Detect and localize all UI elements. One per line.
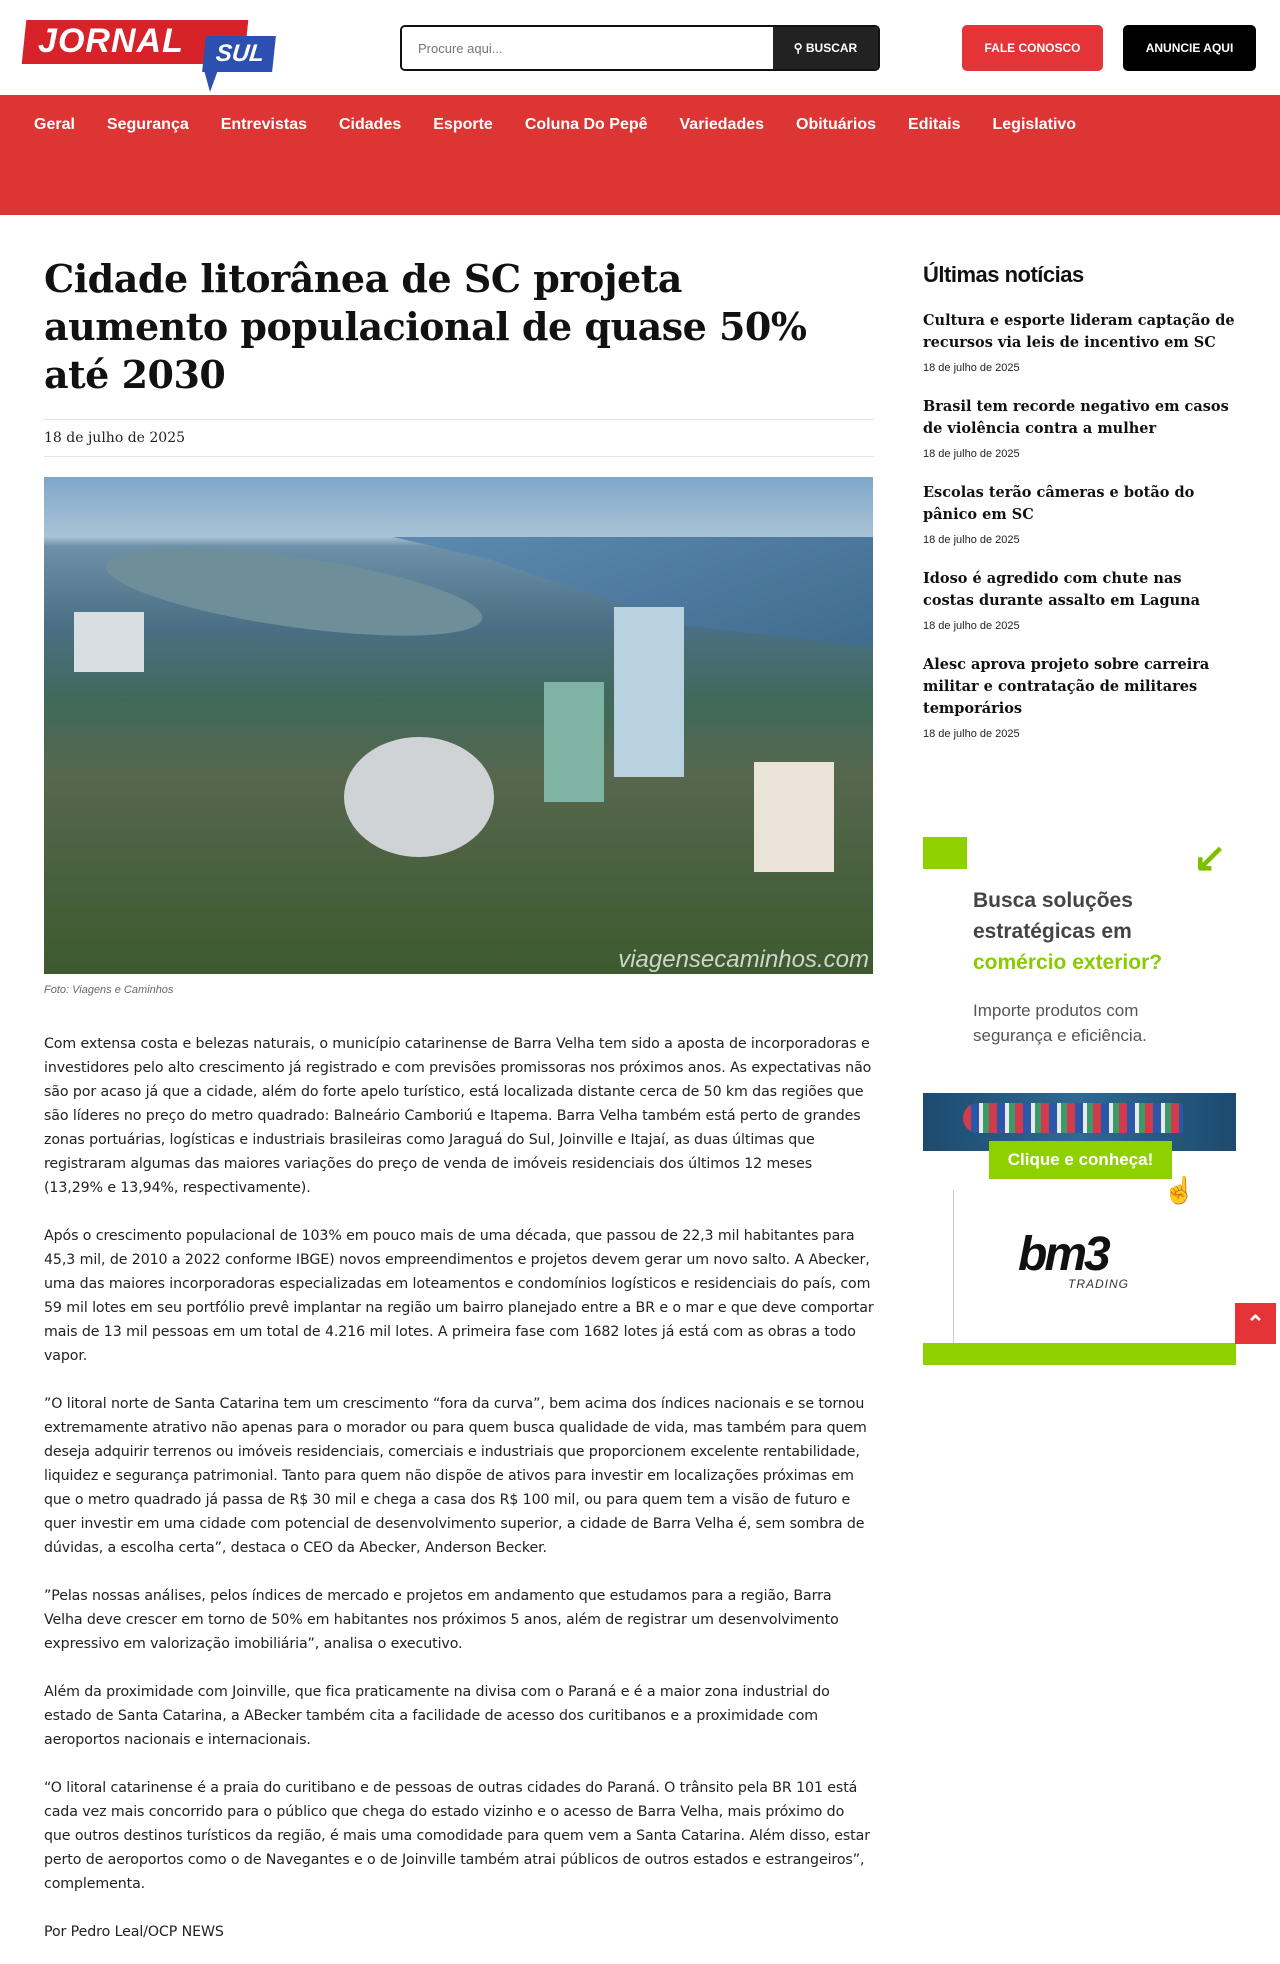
article-image	[44, 477, 873, 974]
nav-editais[interactable]: Editais	[908, 116, 961, 133]
ad-cta-button[interactable]: Clique e conheça!	[989, 1141, 1172, 1179]
nav-cidades[interactable]: Cidades	[339, 116, 402, 133]
chevron-up-icon: ⌃	[1246, 1310, 1265, 1336]
nav-obituarios[interactable]: Obituários	[796, 116, 877, 133]
news-title[interactable]: Alesc aprova projeto sobre carreira militar e contratação de militares temporários	[923, 656, 1210, 717]
paragraph: Após o crescimento populacional de 103% em pouco mais de uma década, que passou de 22,3 mil habitantes para 45,3 mil, de 2010 a 2022 conforme IBGE) novos empreendimentos e projetos devem gerar um novo salto. A Abecker, uma das maiores incorporadoras especializadas em loteamentos e condomínios logísticos e residenciais do país, com 59 mil lotes em seu portfólio prevê implantar na região um bairro planejado entre a BR e o mar e que deve comportar mais de 13 mil pessoas em um total de 4.216 mil lotes. A primeira fase com 1682 lotes já está com as obras a todo vapor.	[44, 1228, 874, 1364]
search-button-label: BUSCAR	[805, 41, 858, 55]
site-logo[interactable]	[24, 20, 274, 76]
news-title[interactable]: Escolas terão câmeras e botão do pânico em SC	[923, 484, 1195, 523]
search-input[interactable]	[402, 27, 773, 69]
site-header	[0, 0, 1280, 95]
search-form	[400, 25, 880, 71]
article-date: 18 de julho de 2025	[44, 419, 874, 457]
news-item[interactable]	[923, 310, 1236, 374]
nav-coluna-do-pepe[interactable]: Coluna Do Pepê	[524, 116, 648, 133]
search-icon: ⚲	[793, 41, 803, 55]
news-item[interactable]	[923, 482, 1236, 546]
paragraph: “O litoral catarinense é a praia do curitibano e de pessoas de outras cidades do Paraná. O trânsito pela BR 101 está cada vez mais concorrido para o público que chega do estado vizinho e o acesso de Barra Velha, mais próximo do que outros destinos turísticos da região, é mais uma comodidade para quem vem a Santa Catarina. Além disso, estar perto de aeroportos como o de Navegantes e o de Joinville também atrai públicos de outros estados e estrangeiros”, complementa.	[44, 1780, 870, 1892]
advertise-button[interactable]: ANUNCIE AQUI	[1123, 25, 1256, 71]
logo-subtext: SUL	[214, 40, 266, 67]
image-watermark: viagensecaminhos.com	[618, 946, 869, 973]
paragraph: ”Pelas nossas análises, pelos índices de mercado e projetos em andamento que estudamos para a região, Barra Velha deve crescer em torno de 50% em habitantes nos próximos 5 anos, além de registrar um desenvolvimento expressivo em valorização imobiliária”, analisa o executivo.	[44, 1588, 839, 1652]
news-item[interactable]	[923, 654, 1236, 740]
decor-bar	[923, 1343, 1236, 1365]
image-caption: Foto: Viagens e Caminhos	[44, 984, 174, 996]
latest-news	[923, 262, 1236, 762]
nav-esporte[interactable]: Esporte	[433, 116, 493, 133]
paragraph: Com extensa costa e belezas naturais, o município catarinense de Barra Velha tem sido a aposta de incorporadoras e investidores pelo alto crescimento já registrado e com previsões promissoras nos próximos anos. As expectativas não são por acaso já que a cidade, além do forte apelo turístico, está localizada distante cerca de 50 km das regiões que são líderes no preço do metro quadrado: Balneário Camboriú e Itapema. Barra Velha também está perto de grandes zonas portuárias, logísticas e industriais brasileiras como Jaraguá do Sul, Joinville e Itajaí, as duas últimas que registraram algumas das maiores variações do preço de venda de imóveis residenciais dos últimos 12 meses (13,29% e 13,94%, respectivamente).	[44, 1036, 872, 1196]
logo-text: JORNAL	[38, 22, 184, 60]
news-title[interactable]: Brasil tem recorde negativo em casos de violência contra a mulher	[923, 398, 1229, 437]
news-date: 18 de julho de 2025	[923, 620, 1020, 632]
main-nav	[0, 95, 1280, 215]
bm3-ad-banner[interactable]	[923, 835, 1236, 1365]
news-date: 18 de julho de 2025	[923, 448, 1020, 460]
news-item[interactable]	[923, 568, 1236, 632]
news-title[interactable]: Cultura e esporte lideram captação de recursos via leis de incentivo em SC	[923, 312, 1235, 351]
bm3-logo: bm3	[1018, 1228, 1108, 1281]
news-item[interactable]	[923, 396, 1236, 460]
nav-geral[interactable]: Geral	[34, 116, 75, 133]
paragraph: Além da proximidade com Joinville, que fica praticamente na divisa com o Paraná e é a maior zona industrial do estado de Santa Catarina, a ABecker também cita a facilidade de acesso dos curitibanos e a proximidade com aeroportos nacionais e internacionais.	[44, 1684, 830, 1748]
news-title[interactable]: Idoso é agredido com chute nas costas durante assalto em Laguna	[923, 570, 1201, 609]
arrow-down-left-icon: ↙	[1193, 836, 1227, 880]
decor-square	[923, 837, 967, 869]
news-date: 18 de julho de 2025	[923, 362, 1020, 374]
nav-legislativo[interactable]: Legislativo	[992, 116, 1077, 133]
nav-variedades[interactable]: Variedades	[679, 116, 765, 133]
article-title: Cidade litorânea de SC projeta aumento populacional de quase 50% até 2030	[44, 256, 807, 397]
nav-entrevistas[interactable]: Entrevistas	[220, 116, 307, 133]
hand-pointer-icon: ☝	[1163, 1175, 1196, 1205]
paragraph: ”O litoral norte de Santa Catarina tem um crescimento “fora da curva”, bem acima dos índices nacionais e se tornou extremamente atrativo não apenas para o morador ou para quem busca qualidade de vida, mas também para quem deseja adquirir terrenos ou imóveis residenciais, comerciais e industriais que proporcionem excelente rentabilidade, liquidez e segurança patrimonial. Tanto para quem não dispõe de ativos para investir em localizações próximas em que o metro quadrado já passa de R$ 30 mil e chega a casa dos R$ 100 mil, ou para quem tem a visão de futuro e quer investir em uma cidade com potencial de desenvolvimento superior, a cidade de Barra Velha é, sem sombra de dúvidas, a escolha certa”, destaca o CEO da Abecker, Anderson Becker.	[44, 1396, 867, 1556]
latest-news-title: Últimas notícias	[923, 262, 1084, 287]
article-author: Por Pedro Leal/OCP NEWS	[44, 1924, 224, 1940]
scroll-to-top-button[interactable]	[1235, 1303, 1276, 1344]
ad-subtext: Importe produtos com segurança e eficiência.	[973, 1001, 1147, 1045]
news-date: 18 de julho de 2025	[923, 534, 1020, 546]
bm3-logo-sub: TRADING	[1068, 1277, 1129, 1291]
article	[44, 255, 874, 1944]
ad-headline: Busca soluções estratégicas em comércio exterior?	[973, 889, 1163, 974]
contact-button[interactable]: FALE CONOSCO	[962, 25, 1103, 71]
news-date: 18 de julho de 2025	[923, 728, 1020, 740]
article-body	[44, 1032, 874, 1944]
search-button[interactable]	[773, 27, 878, 69]
nav-seguranca[interactable]: Segurança	[106, 116, 189, 133]
